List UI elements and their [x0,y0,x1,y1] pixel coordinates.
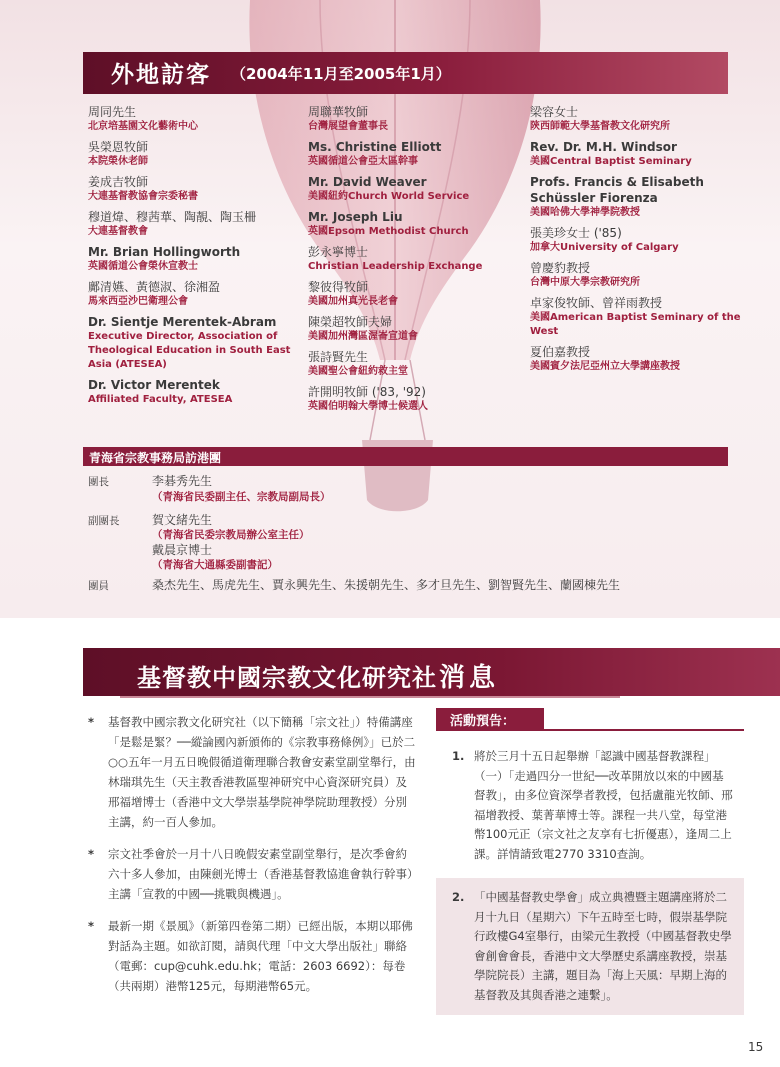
delegation-banner [83,447,728,466]
visitor-name: Dr. Sientje Merentek-Abram [88,315,277,329]
news-item [86,916,416,996]
news-banner [83,648,780,696]
visitor-affiliation: 台灣展望會董事長 [308,121,388,132]
visitor-name: 張美珍女士 ('85) [530,226,622,240]
visitor-entry [88,377,303,407]
visitor-affiliation: 美國American Baptist Seminary of the West [530,312,741,337]
event-number: 1. [452,749,465,763]
bullet-icon: * [88,919,95,933]
visitor-name: 曾慶豹教授 [530,261,591,275]
visitor-name: 周同先生 [88,105,137,119]
visitor-name: 吳榮恩牧師 [88,140,149,154]
event-item [436,737,744,874]
bullet-icon: * [88,715,95,729]
visitor-affiliation: 馬來西亞沙巴衛理公會 [88,296,188,307]
visitor-entry [88,174,303,204]
event-text: 將於三月十五日起舉辦「認識中國基督教課程」（一）「走過四分一世紀──改革開放以來的中國基督教」，由多位資深學者教授，包括盧龍光牧師、邢福增教授、葉菁華博士等。課程一共八堂，每堂港幣100元正（宗文社之友享有七折優惠），逢周二上課。詳情請致電2770 3310查詢。 [474,749,733,861]
visitor-name: 卓家俊牧師、曾祥雨教授 [530,296,663,310]
visitor-entry [308,279,523,309]
deputy2-title: （青海省大通縣委副書記） [152,559,278,571]
event-item [436,878,744,1015]
leader-title: （青海省民委副主任、宗教局副局長） [152,491,331,503]
news-title-main: 基督教中國宗教文化研究社 [137,664,437,692]
visitor-name: Profs. Francis & Elisabeth Schüssler Fiorenza [530,175,704,205]
visitor-entry [308,174,523,204]
news-title [137,657,499,694]
deputy2-name: 戴晨京博士 [152,543,213,557]
news-list [86,712,416,1008]
visitors-banner [83,52,728,94]
visitor-entry [308,139,523,169]
visitor-name: Ms. Christine Elliott [308,140,442,154]
members-list: 桑杰先生、馬虎先生、賈永興先生、朱援朝先生、多才旦先生、劉智賢先生、蘭國棟先生 [152,578,621,592]
events-divider [436,729,744,731]
visitor-name: 黎彼得牧師 [308,280,369,294]
visitor-affiliation: 美國聖公會紐約救主堂 [308,366,408,377]
deputy-role: 副團長 [88,515,120,527]
event-number: 2. [452,890,465,904]
visitor-entry [530,139,745,169]
visitor-name: 姜成吉牧師 [88,175,149,189]
visitor-affiliation: 英國伯明翰大學博士候選人 [308,401,428,412]
visitor-affiliation: 台灣中原大學宗教研究所 [530,277,640,288]
visitor-affiliation: 加拿大University of Calgary [530,242,679,253]
visitor-name: 彭永寧博士 [308,245,369,259]
visitor-name: 鄺清嬿、黃德淑、徐湘盈 [88,280,221,294]
visitors-column-1 [88,104,303,412]
visitor-affiliation: 英國循道公會榮休宣教士 [88,261,198,272]
visitor-entry [530,295,745,339]
delegation-title: 青海省宗教事務局訪港團 [89,451,222,465]
visitor-entry [308,209,523,239]
visitor-affiliation: 美國加州真光長老會 [308,296,398,307]
visitor-name: Mr. David Weaver [308,175,427,189]
events-header [436,708,544,729]
visitor-entry [88,279,303,309]
news-text: 宗文社季會於一月十八日晚假安素堂副堂舉行，是次季會約六十多人參加，由陳劍光博士（香港基督教協進會執行幹事）主講「宣教的中國──挑戰與機遇」。 [108,847,413,901]
visitor-name: 張詩賢先生 [308,350,369,364]
leader-name: 李碁秀先生 [152,474,213,488]
visitor-entry [88,314,303,372]
visitor-affiliation: 美國紐約Church World Service [308,191,470,202]
visitor-name: Mr. Joseph Liu [308,210,403,224]
deputy1-title: （青海省民委宗教局辦公室主任） [152,529,310,541]
visitor-affiliation: 美國賓夕法尼亞州立大學講座教授 [530,361,680,372]
visitor-name: Mr. Brian Hollingworth [88,245,241,259]
visitors-column-3 [530,104,745,379]
deputy1-name: 賀文緒先生 [152,513,213,527]
visitor-name: Dr. Victor Merentek [88,378,220,392]
visitor-entry [308,244,523,274]
visitor-affiliation: 北京培基園文化藝術中心 [88,121,198,132]
leader-role: 團長 [88,476,109,488]
visitor-entry [88,139,303,169]
visitor-entry [88,244,303,274]
visitor-affiliation: 美國哈佛大學神學院教授 [530,207,640,218]
visitor-affiliation: 本院榮休老師 [88,156,148,167]
visitor-name: 梁容女士 [530,105,579,119]
visitor-entry [530,225,745,255]
visitor-entry [530,260,745,290]
members-role: 團員 [88,580,109,592]
visitor-affiliation: 美國Central Baptist Seminary [530,156,692,167]
visitor-affiliation: 大連基督教協會宗委秘書 [88,191,198,202]
news-item [86,844,416,904]
visitor-entry [530,104,745,134]
event-text: 「中國基督教史學會」成立典禮暨主題講座將於二月十九日（星期六）下午五時至七時，假崇基學院行政樓G4室舉行，由梁元生教授（中國基督教史學會創會會長，香港中文大學歷史系講座教授，崇基學院院長）主講，題目為「海上天風：早期上海的基督教及其與香港之連繫」。 [474,890,732,1002]
news-item [86,712,416,832]
news-text: 基督教中國宗教文化研究社（以下簡稱「宗文社」）特備講座「是鬆是緊？──縱論國內新頒佈的《宗教事務條例》」已於二○○五年一月五日晚假循道衛理聯合教會安素堂副堂舉行，由林瑞琪先生（天主教香港教區聖神研究中心資深研究員）及邢福增博士（香港中文大學崇基學院神學院助理教授）分別主講，約一百人參加。 [108,715,416,829]
page-number: 15 [748,1040,764,1054]
visitor-affiliation: 陝西師範大學基督教文化研究所 [530,121,670,132]
visitors-title: 外地訪客 [111,62,211,88]
visitor-entry [88,209,303,239]
visitor-name: 許開明牧師 ('83, '92) [308,385,426,399]
visitor-entry [308,314,523,344]
visitors-column-2 [308,104,523,419]
visitor-affiliation: Affiliated Faculty, ATESEA [88,394,233,405]
news-text: 最新一期《景風》（新第四卷第二期）已經出版，本期以耶佛對話為主題。如欲訂閱，請與代理「中文大學出版社」聯絡（電郵：cup@cuhk.edu.hk；電話：2603 6692）：每卷（共兩期）港幣125元，每期港幣65元。 [108,919,413,993]
events-label: 活動預告： [450,714,516,729]
visitor-affiliation: Christian Leadership Exchange [308,261,483,272]
events-panel [436,708,744,1015]
visitor-name: 夏伯嘉教授 [530,345,591,359]
visitor-affiliation: Executive Director, Association of Theological Education in South East Asia (ATESEA) [88,331,291,370]
visitor-name: 周聯華牧師 [308,105,369,119]
news-title-accent: 消息 [439,663,500,693]
visitor-entry [308,384,523,414]
visitor-entry [308,104,523,134]
bullet-icon: * [88,847,95,861]
visitor-name: 穆道煒、穆茜華、陶靚、陶玉柵 [88,210,257,224]
visitor-affiliation: 大連基督教會 [88,226,148,237]
visitor-entry [530,344,745,374]
visitor-name: 陳榮超牧師夫婦 [308,315,393,329]
visitor-entry [88,104,303,134]
visitor-name: Rev. Dr. M.H. Windsor [530,140,677,154]
visitors-date-range: （2004年11月至2005年1月） [231,65,451,83]
visitor-affiliation: 美國加州灣區渥崙宣道會 [308,331,418,342]
visitor-entry [308,349,523,379]
visitor-affiliation: 英國Epsom Methodist Church [308,226,469,237]
visitor-affiliation: 英國循道公會亞太區幹事 [308,156,418,167]
visitor-entry [530,174,745,220]
